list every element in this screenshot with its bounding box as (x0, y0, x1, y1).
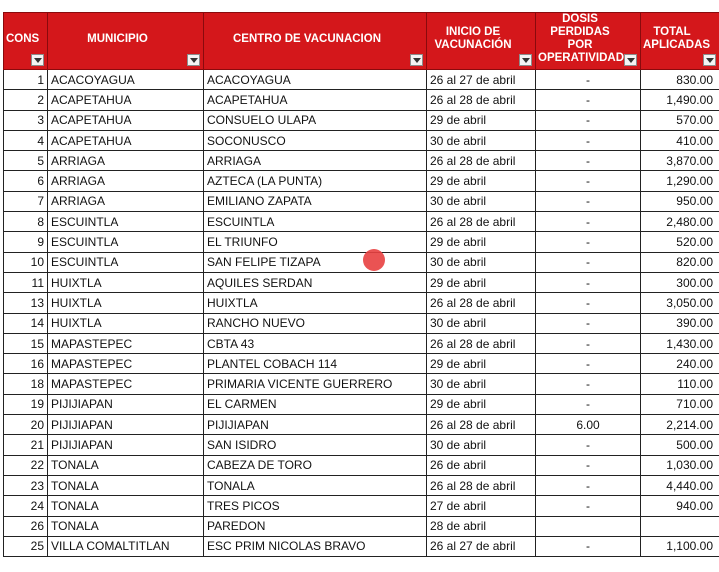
table-row (4, 191, 719, 211)
cell-inicio[interactable]: 26 al 27 de abril (427, 70, 536, 90)
cell-inicio[interactable]: 30 de abril (427, 191, 536, 211)
cell-total[interactable]: 1,430.00 (641, 333, 719, 353)
cell-dosis[interactable]: - (536, 293, 641, 313)
table-row (4, 354, 719, 374)
cell-total[interactable]: 1,030.00 (641, 455, 719, 475)
cell-municipio[interactable]: ARRIAGA (48, 151, 204, 171)
cell-total[interactable]: 390.00 (641, 313, 719, 333)
cell-inicio[interactable]: 26 al 28 de abril (427, 293, 536, 313)
table-row (4, 90, 719, 110)
table-row (4, 374, 719, 394)
cell-centro[interactable]: ACACOYAGUA (204, 70, 427, 90)
cell-inicio[interactable]: 28 de abril (427, 516, 536, 536)
cell-cons[interactable]: 16 (4, 354, 48, 374)
header-cons (4, 13, 48, 70)
cell-centro[interactable]: PLANTEL COBACH 114 (204, 354, 427, 374)
header-centro-label: CENTRO DE VACUNACION (232, 32, 381, 45)
cell-centro[interactable]: TONALA (204, 475, 427, 495)
cell-municipio[interactable]: PIJIJIAPAN (48, 394, 204, 414)
cell-centro[interactable]: CBTA 43 (204, 333, 427, 353)
cell-municipio[interactable]: TONALA (48, 516, 204, 536)
header-cons-label: CONS (6, 32, 40, 45)
filter-dropdown-icon[interactable] (703, 54, 716, 66)
cell-cons[interactable]: 25 (4, 536, 48, 556)
cell-cons[interactable]: 15 (4, 333, 48, 353)
cell-total[interactable]: 570.00 (641, 110, 719, 130)
cell-total[interactable]: 830.00 (641, 70, 719, 90)
cell-inicio[interactable]: 29 de abril (427, 171, 536, 191)
cell-centro[interactable]: SAN FELIPE TIZAPA (204, 252, 427, 272)
header-centro (204, 13, 427, 70)
cell-municipio[interactable]: PIJIJIAPAN (48, 435, 204, 455)
cell-inicio[interactable]: 29 de abril (427, 272, 536, 292)
cell-municipio[interactable]: TONALA (48, 496, 204, 516)
cell-total[interactable]: 1,490.00 (641, 90, 719, 110)
cell-cons[interactable]: 10 (4, 252, 48, 272)
cell-inicio[interactable]: 30 de abril (427, 313, 536, 333)
cell-cons[interactable]: 14 (4, 313, 48, 333)
cell-dosis[interactable]: - (536, 313, 641, 333)
cell-municipio[interactable]: ARRIAGA (48, 191, 204, 211)
cell-cons[interactable]: 1 (4, 70, 48, 90)
table-row (4, 435, 719, 455)
header-dosis (536, 13, 641, 70)
cell-dosis[interactable]: - (536, 354, 641, 374)
cell-dosis[interactable] (536, 516, 641, 536)
cell-cons[interactable]: 22 (4, 455, 48, 475)
cell-total[interactable]: 940.00 (641, 496, 719, 516)
cell-cons[interactable]: 3 (4, 110, 48, 130)
filter-dropdown-icon[interactable] (519, 54, 532, 66)
cell-municipio[interactable]: ACAPETAHUA (48, 90, 204, 110)
header-row (4, 13, 719, 70)
cell-dosis[interactable]: - (536, 130, 641, 150)
cell-inicio[interactable]: 26 al 28 de abril (427, 90, 536, 110)
cell-centro[interactable]: ARRIAGA (204, 151, 427, 171)
header-total (641, 13, 719, 70)
header-dosis-label: DOSIS PERDIDAS POR OPERATIVIDAD (538, 13, 625, 64)
cell-total[interactable]: 2,214.00 (641, 415, 719, 435)
cell-centro[interactable]: SOCONUSCO (204, 130, 427, 150)
cell-centro[interactable]: HUIXTLA (204, 293, 427, 313)
cell-inicio[interactable]: 29 de abril (427, 232, 536, 252)
cell-dosis[interactable]: - (536, 191, 641, 211)
cell-total[interactable]: 410.00 (641, 130, 719, 150)
cell-centro[interactable]: CONSUELO ULAPA (204, 110, 427, 130)
cell-inicio[interactable]: 30 de abril (427, 435, 536, 455)
table-row (4, 455, 719, 475)
table-row (4, 151, 719, 171)
cell-municipio[interactable]: ACAPETAHUA (48, 110, 204, 130)
cell-cons[interactable]: 9 (4, 232, 48, 252)
cell-municipio[interactable]: ACACOYAGUA (48, 70, 204, 90)
cell-centro[interactable]: SAN ISIDRO (204, 435, 427, 455)
header-total-label: TOTAL APLICADAS (643, 26, 711, 51)
cell-centro[interactable]: PRIMARIA VICENTE GUERRERO (204, 374, 427, 394)
cell-cons[interactable]: 8 (4, 212, 48, 232)
table-row (4, 293, 719, 313)
cell-cons[interactable]: 18 (4, 374, 48, 394)
cell-total[interactable]: 950.00 (641, 191, 719, 211)
cell-dosis[interactable]: - (536, 151, 641, 171)
cell-total[interactable]: 710.00 (641, 394, 719, 414)
cell-dosis[interactable]: - (536, 394, 641, 414)
header-municipio (48, 13, 204, 70)
cell-total[interactable]: 110.00 (641, 374, 719, 394)
cell-total[interactable]: 240.00 (641, 354, 719, 374)
cell-centro[interactable]: ESC PRIM NICOLAS BRAVO (204, 536, 427, 556)
cell-centro[interactable]: EL CARMEN (204, 394, 427, 414)
cell-centro[interactable]: TRES PICOS (204, 496, 427, 516)
cell-municipio[interactable]: ESCUINTLA (48, 252, 204, 272)
cell-municipio[interactable]: ESCUINTLA (48, 232, 204, 252)
cell-municipio[interactable]: HUIXTLA (48, 313, 204, 333)
cell-total[interactable]: 500.00 (641, 435, 719, 455)
cell-centro[interactable]: PAREDON (204, 516, 427, 536)
cell-dosis[interactable]: - (536, 110, 641, 130)
cell-inicio[interactable]: 26 al 28 de abril (427, 333, 536, 353)
header-inicio-label: INICIO DE VACUNACIÓN (434, 26, 512, 51)
header-inicio (427, 13, 536, 70)
table-row (4, 130, 719, 150)
cell-dosis[interactable]: - (536, 333, 641, 353)
cell-inicio[interactable]: 26 al 27 de abril (427, 536, 536, 556)
cell-dosis[interactable]: - (536, 272, 641, 292)
table-row (4, 536, 719, 556)
cell-dosis[interactable]: - (536, 496, 641, 516)
cell-cons[interactable]: 20 (4, 415, 48, 435)
cell-dosis[interactable]: - (536, 171, 641, 191)
cell-cons[interactable]: 21 (4, 435, 48, 455)
cell-inicio[interactable]: 29 de abril (427, 110, 536, 130)
cell-dosis[interactable]: - (536, 374, 641, 394)
cell-dosis[interactable]: - (536, 455, 641, 475)
table-row (4, 272, 719, 292)
cell-total[interactable]: 4,440.00 (641, 475, 719, 495)
cell-cons[interactable]: 6 (4, 171, 48, 191)
cell-centro[interactable]: PIJIJIAPAN (204, 415, 427, 435)
cell-municipio[interactable]: TONALA (48, 455, 204, 475)
table-row (4, 110, 719, 130)
cell-dosis[interactable]: - (536, 536, 641, 556)
cell-inicio[interactable]: 26 al 28 de abril (427, 475, 536, 495)
cell-dosis[interactable]: - (536, 212, 641, 232)
cell-centro[interactable]: EL TRIUNFO (204, 232, 427, 252)
table-row (4, 516, 719, 536)
cell-inicio[interactable]: 26 al 28 de abril (427, 151, 536, 171)
cell-total[interactable]: 3,050.00 (641, 293, 719, 313)
filter-dropdown-icon[interactable] (410, 54, 423, 66)
cell-inicio[interactable]: 26 de abril (427, 455, 536, 475)
cell-inicio[interactable]: 30 de abril (427, 374, 536, 394)
cell-total[interactable]: 1,100.00 (641, 536, 719, 556)
cell-municipio[interactable]: MAPASTEPEC (48, 374, 204, 394)
cell-inicio[interactable]: 29 de abril (427, 354, 536, 374)
cell-dosis[interactable]: - (536, 70, 641, 90)
cell-inicio[interactable]: 29 de abril (427, 394, 536, 414)
cell-cons[interactable]: 7 (4, 191, 48, 211)
table-row (4, 394, 719, 414)
cell-municipio[interactable]: ARRIAGA (48, 171, 204, 191)
cell-dosis[interactable]: - (536, 252, 641, 272)
cursor-indicator (363, 249, 385, 271)
cell-cons[interactable]: 2 (4, 90, 48, 110)
cell-centro[interactable]: AQUILES SERDAN (204, 272, 427, 292)
cell-centro[interactable]: RANCHO NUEVO (204, 313, 427, 333)
cell-cons[interactable]: 11 (4, 272, 48, 292)
table-row (4, 232, 719, 252)
cell-total[interactable]: 1,290.00 (641, 171, 719, 191)
cell-cons[interactable]: 19 (4, 394, 48, 414)
cell-total[interactable]: 520.00 (641, 232, 719, 252)
cell-centro[interactable]: EMILIANO ZAPATA (204, 191, 427, 211)
cell-total[interactable] (641, 516, 719, 536)
filter-dropdown-icon[interactable] (187, 54, 200, 66)
cell-cons[interactable]: 26 (4, 516, 48, 536)
cell-municipio[interactable]: HUIXTLA (48, 272, 204, 292)
cell-municipio[interactable]: ESCUINTLA (48, 212, 204, 232)
filter-dropdown-icon[interactable] (624, 54, 637, 66)
cell-inicio[interactable]: 30 de abril (427, 252, 536, 272)
cell-inicio[interactable]: 27 de abril (427, 496, 536, 516)
cell-municipio[interactable]: ACAPETAHUA (48, 130, 204, 150)
header-municipio-label: MUNICIPIO (87, 32, 148, 45)
cell-cons[interactable]: 13 (4, 293, 48, 313)
cell-dosis[interactable]: 6.00 (536, 415, 641, 435)
table-row (4, 252, 719, 272)
cell-cons[interactable]: 4 (4, 130, 48, 150)
cell-total[interactable]: 2,480.00 (641, 212, 719, 232)
cell-dosis[interactable]: - (536, 90, 641, 110)
vaccination-table (3, 12, 719, 557)
table-row (4, 496, 719, 516)
cell-centro[interactable]: CABEZA DE TORO (204, 455, 427, 475)
table-row (4, 70, 719, 90)
cell-municipio[interactable]: MAPASTEPEC (48, 333, 204, 353)
cell-centro[interactable]: ESCUINTLA (204, 212, 427, 232)
cell-inicio[interactable]: 30 de abril (427, 130, 536, 150)
filter-dropdown-icon[interactable] (31, 54, 44, 66)
cell-municipio[interactable]: MAPASTEPEC (48, 354, 204, 374)
cell-centro[interactable]: ACAPETAHUA (204, 90, 427, 110)
cell-centro[interactable]: AZTECA (LA PUNTA) (204, 171, 427, 191)
cell-dosis[interactable]: - (536, 475, 641, 495)
cell-total[interactable]: 300.00 (641, 272, 719, 292)
cell-cons[interactable]: 5 (4, 151, 48, 171)
cell-total[interactable]: 820.00 (641, 252, 719, 272)
cell-municipio[interactable]: VILLA COMALTITLAN (48, 536, 204, 556)
cell-municipio[interactable]: HUIXTLA (48, 293, 204, 313)
cell-inicio[interactable]: 26 al 28 de abril (427, 415, 536, 435)
cell-municipio[interactable]: TONALA (48, 475, 204, 495)
vaccination-spreadsheet (3, 12, 719, 557)
cell-dosis[interactable]: - (536, 435, 641, 455)
table-row (4, 313, 719, 333)
cell-dosis[interactable]: - (536, 232, 641, 252)
cell-municipio[interactable]: PIJIJIAPAN (48, 415, 204, 435)
cell-total[interactable]: 3,870.00 (641, 151, 719, 171)
cell-inicio[interactable]: 26 al 28 de abril (427, 212, 536, 232)
cell-cons[interactable]: 23 (4, 475, 48, 495)
cell-cons[interactable]: 24 (4, 496, 48, 516)
table-row (4, 333, 719, 353)
table-body (4, 70, 719, 557)
table-row (4, 171, 719, 191)
table-row (4, 415, 719, 435)
table-row (4, 475, 719, 495)
table-row (4, 212, 719, 232)
